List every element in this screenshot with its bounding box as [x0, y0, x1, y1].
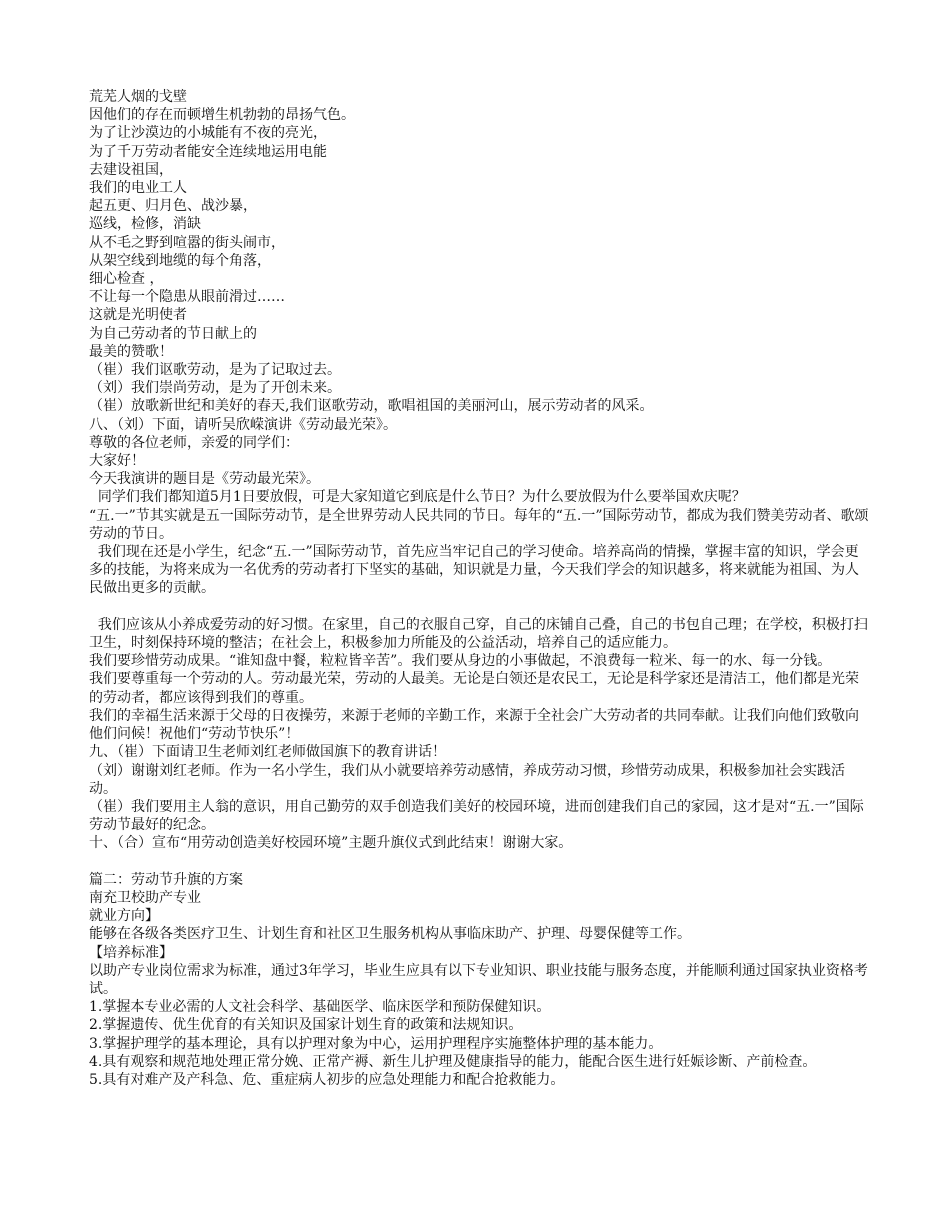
text-line: 能够在各级各类医疗卫生、计划生育和社区卫生服务机构从事临床助产、护理、母婴保健等工作。	[89, 926, 691, 943]
text-line: 尊敬的各位老师，亲爱的同学们：	[89, 434, 299, 451]
text-line: 以助产专业岗位需求为标准，通过3年学习，毕业生应具有以下专业知识、职业技能与服务态度，并能顺利通过国家执业资格考试。	[89, 962, 868, 997]
text-line: 细心检查 ，	[89, 271, 164, 288]
text-line: 荒芜人烟的戈壁	[89, 89, 187, 105]
text-line: 今天我演讲的题目是《劳动最光荣》。	[89, 471, 320, 488]
text-line: 我们的电业工人	[89, 180, 187, 197]
blank-line	[89, 853, 869, 871]
text-line: 篇二：劳动节升旗的方案	[89, 871, 243, 888]
text-line: （刘）我们崇尚劳动，是为了开创未来。	[89, 380, 341, 397]
text-line: 我们的幸福生活来源于父母的日夜操劳，来源于老师的辛勤工作，来源于全社会广大劳动者的共同奉献。让我们向他们致敬向他们问候！祝他们“劳动节快乐”！	[89, 707, 859, 743]
text-line: 巡线，检修，消缺	[89, 216, 201, 233]
text-line: 去建设祖国，	[89, 161, 173, 178]
text-line: 1.掌握本专业必需的人文社会科学、基础医学、临床医学和预防保健知识。	[89, 999, 551, 1016]
text-line: 5.具有对难产及产科急、危、重症病人初步的应急处理能力和配合抢救能力。	[89, 1071, 565, 1088]
text-line: 我们要珍惜劳动成果。“谁知盘中餐，粒粒皆辛苦”。我们要从身边的小事做起，不浪费每一粒米、每一的水、每一分钱。	[89, 653, 832, 670]
text-line: 我们现在还是小学生，纪念“五.一”国际劳动节，首先应当牢记自己的学习使命。培养高尚的情操，掌握丰富的知识，学会更多的技能，为将来成为一名优秀的劳动者打下坚实的基础，知识就是力量，今天我们学会的知识越多，将来就能为祖国、为人民做出更多的贡献。	[89, 544, 859, 597]
text-line: 大家好！	[89, 453, 145, 470]
text-line: 这就是光明使者	[89, 307, 187, 324]
text-line: 从不毛之野到喧嚣的街头闹市，	[89, 234, 285, 251]
blank-line	[89, 598, 869, 616]
text-line: 为自己劳动者的节日献上的	[89, 325, 257, 342]
text-line: 2.掌握遗传、优生优育的有关知识及国家计划生育的政策和法规知识。	[89, 1017, 523, 1034]
text-line: 我们应该从小养成爱劳动的好习惯。在家里，自己的衣服自己穿，自己的床铺自己叠，自己的书包自己理；在学校，积极打扫卫生，时刻保持环境的整洁；在社会上，积极参加力所能及的公益活动，培养自己的适应能力。	[89, 616, 868, 652]
text-line: （崔）我们要用主人翁的意识，用自己勤劳的双手创造我们美好的校园环境，进而创建我们自己的家园，这才是对“五.一”国际劳动节最好的纪念。	[89, 798, 864, 834]
text-line: （刘）谢谢刘红老师。作为一名小学生，我们从小就要培养劳动感情，养成劳动习惯，珍惜劳动成果，积极参加社会实践活动。	[89, 762, 845, 797]
text-line: 3.掌握护理学的基本理论，具有以护理对象为中心，运用护理程序实施整体护理的基本能力。	[89, 1035, 663, 1052]
text-line: 九、（崔）下面请卫生老师刘红老师做国旗下的教育讲话！	[89, 744, 446, 761]
text-line: 同学们我们都知道5月1日要放假，可是大家知道它到底是什么节日？为什么要放假为什么要举国欢庆呢？	[89, 489, 746, 506]
text-line: 因他们的存在而顿增生机勃勃的昂扬气色。	[89, 107, 355, 124]
document-body	[89, 88, 869, 1089]
text-line: 为了千万劳动者能安全连续地运用电能	[89, 143, 327, 160]
text-line: 4.具有观察和规范地处理正常分娩、正常产褥、新生儿护理及健康指导的能力，能配合医生进行妊娠诊断、产前检查。	[89, 1053, 817, 1070]
text-line: 不让每一个隐患从眼前滑过……	[89, 289, 285, 306]
text-line: 起五更、归月色、战沙暴，	[89, 198, 257, 215]
text-line: 南充卫校助产专业	[89, 889, 201, 906]
text-line: （崔）我们讴歌劳动，是为了记取过去。	[89, 362, 341, 379]
text-line: 从架空线到地缆的每个角落，	[89, 252, 271, 269]
text-line: 【培养标准】	[89, 944, 173, 961]
text-line: （崔）放歌新世纪和美好的春天,我们讴歌劳动，歌唱祖国的美丽河山，展示劳动者的风采。	[89, 398, 654, 415]
text-line: 我们要尊重每一个劳动的人。劳动最光荣，劳动的人最美。无论是白领还是农民工，无论是科学家还是清洁工，他们都是光荣的劳动者，都应该得到我们的尊重。	[89, 671, 859, 706]
text-line: 就业方向】	[89, 908, 159, 925]
text-line: 十、（合）宣布“用劳动创造美好校园环境”主题升旗仪式到此结束！谢谢大家。	[89, 835, 573, 852]
text-line: 为了让沙漠边的小城能有不夜的亮光，	[89, 125, 327, 142]
text-line: 最美的赞歌！	[89, 343, 173, 360]
text-line: 八、（刘）下面，请听吴欣嵘演讲《劳动最光荣》。	[89, 416, 397, 433]
text-line: “五.一”节其实就是五一国际劳动节，是全世界劳动人民共同的节日。每年的“五.一”国际劳动节，都成为我们赞美劳动者、歌颂劳动的节日。	[89, 507, 869, 542]
